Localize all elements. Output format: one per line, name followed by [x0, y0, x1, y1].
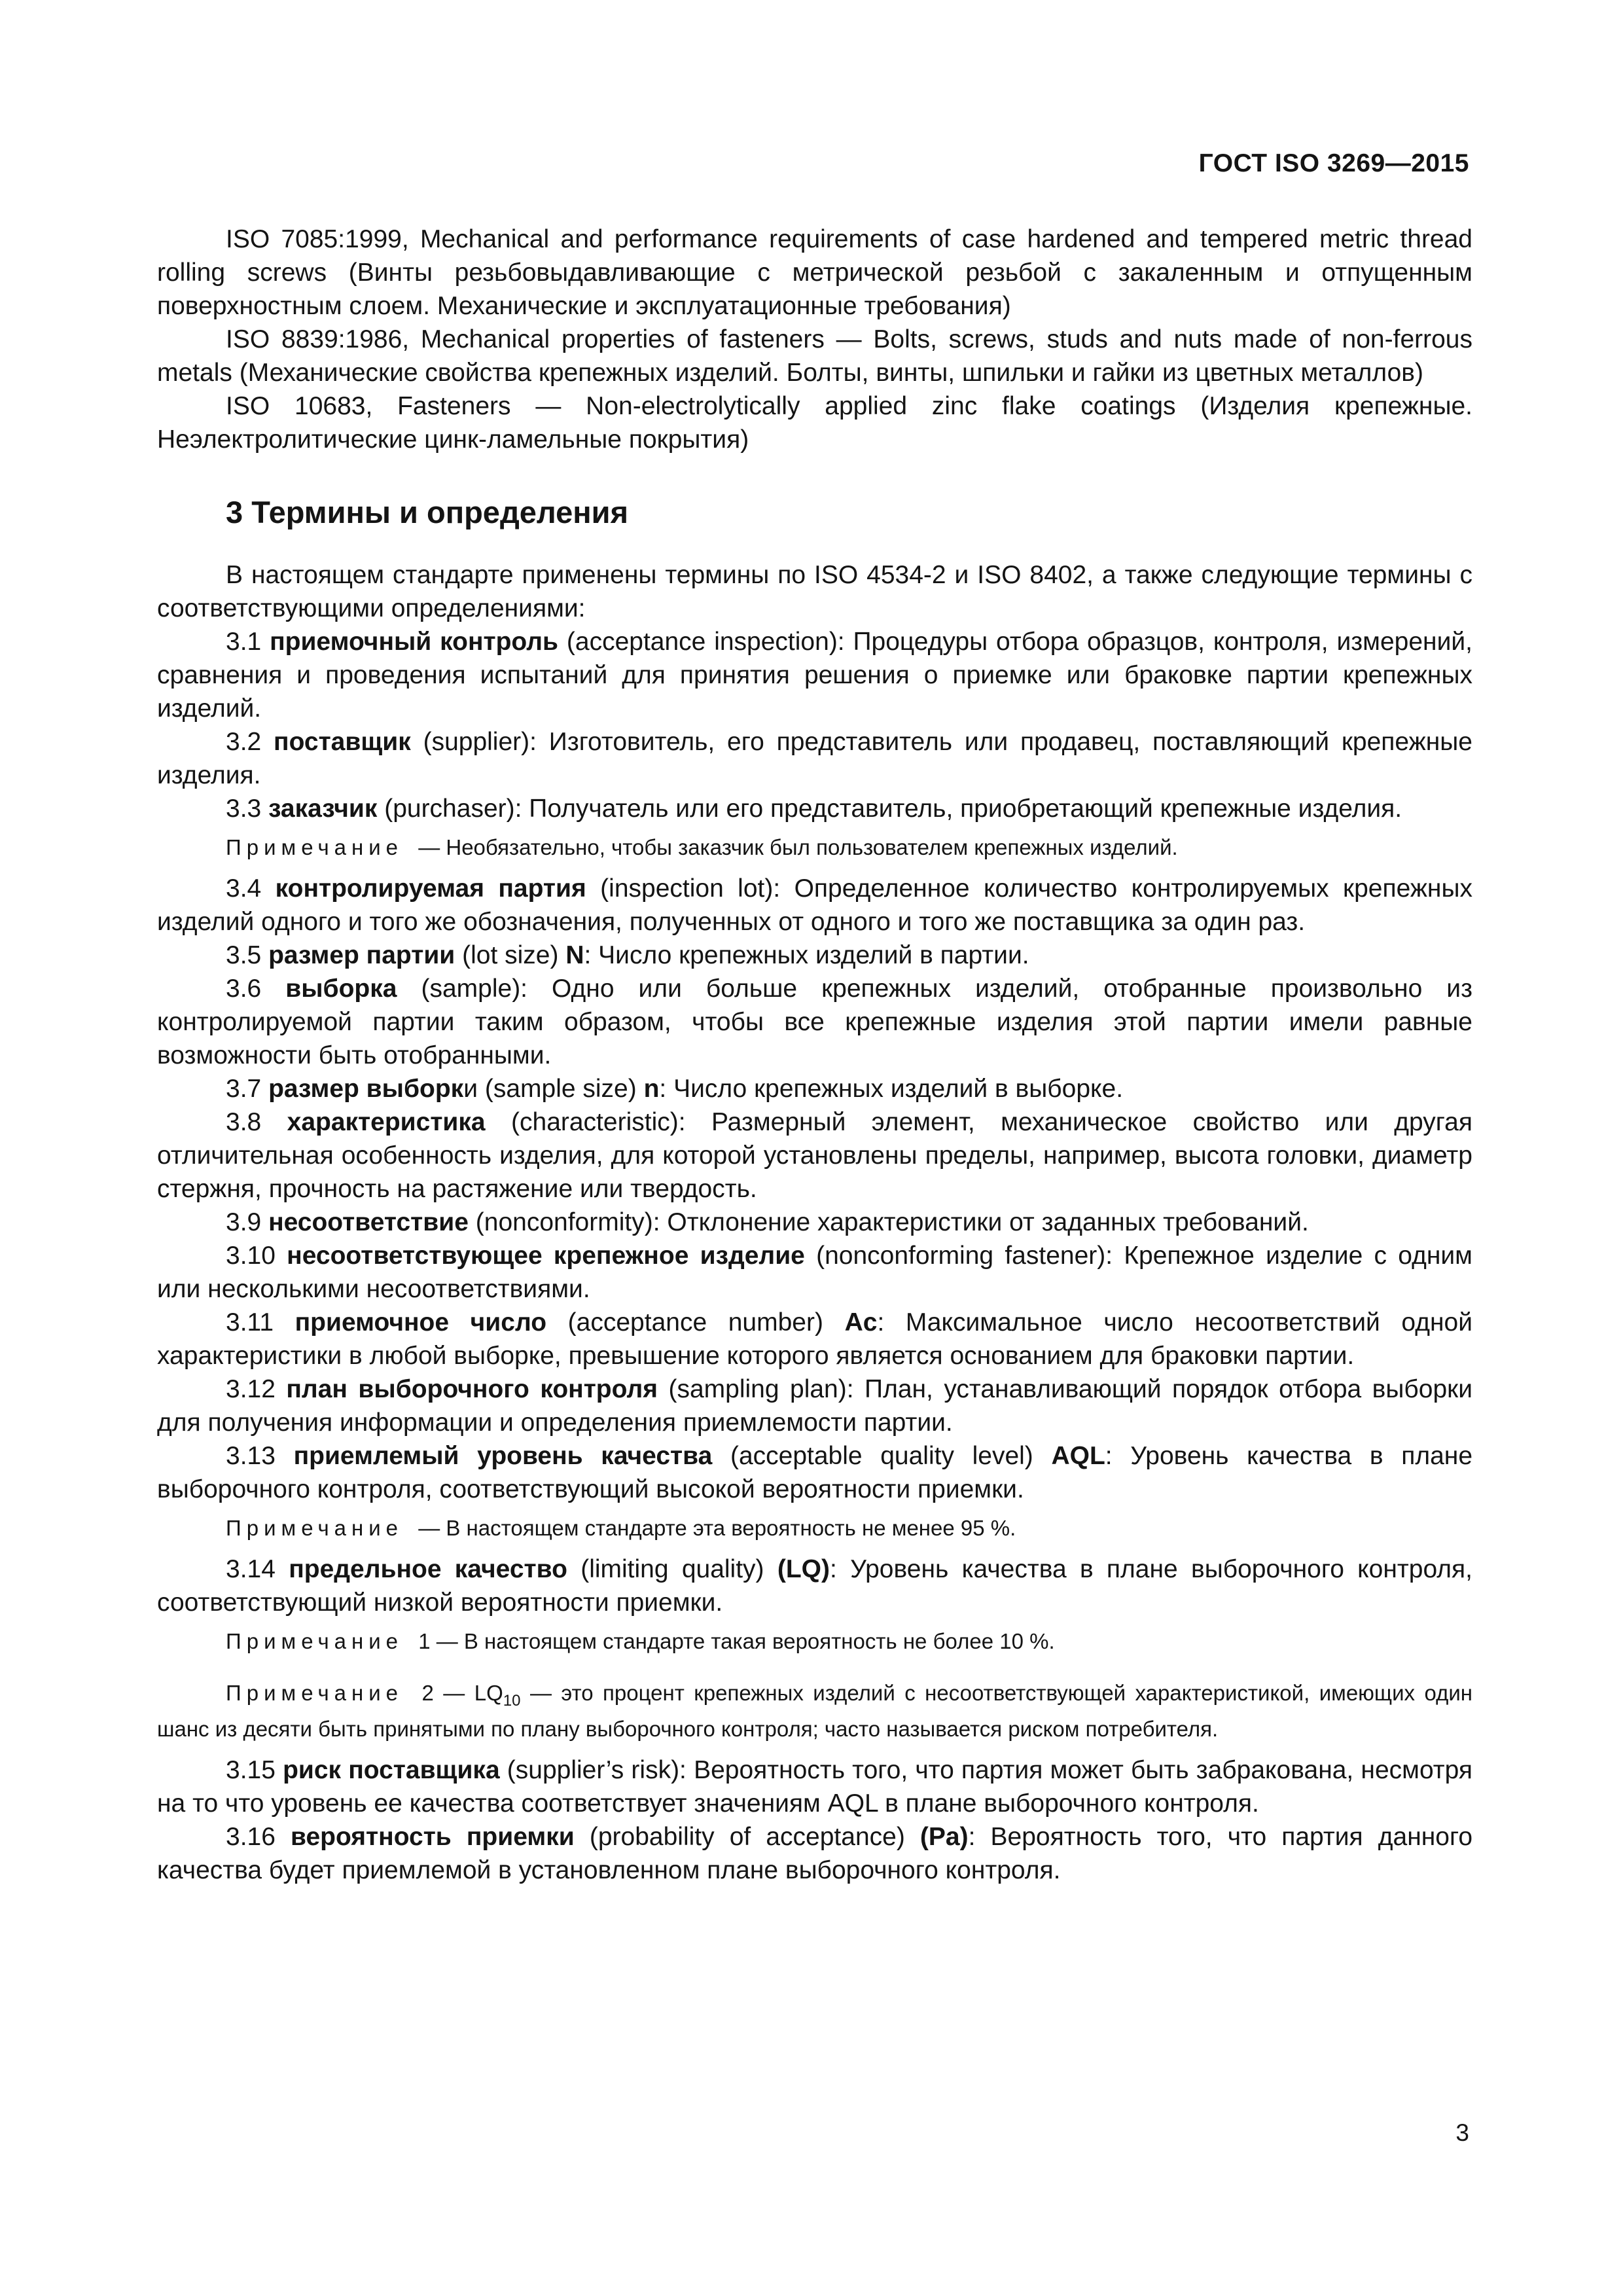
term-symbol: AQL — [1051, 1442, 1105, 1470]
term-3-2: 3.2 поставщик (supplier): Изготовитель, его представитель или продавец, поставляющий крепежные изделия. — [157, 728, 1472, 789]
note-3-14-2: Примечание 2 — $LQ_{10}$ — это процент крепежных изделий с несоответствующей характеристикой, имеющих один шанс из десяти быть принятыми по плану выборочного контроля; часто называется риском потребителя. — [157, 1681, 1473, 1741]
term-name: план выборочного контроля — [286, 1375, 658, 1403]
term-3-8: 3.8 характеристика (characteristic): Размерный элемент, механическое свойство или другая отличительная особенность изделия, для которой установлены пределы, например, высота головки, диаметр стержня, прочность на растяжение или твердость. — [157, 1108, 1472, 1203]
term-name: заказчик — [268, 795, 378, 823]
reference-iso-7085: ISO 7085:1999, Mechanical and performance requirements of case hardened and tempered metric thread rolling screws (Винты резьбовыдавливающие с метрической резьбой с закаленным и отпущенным поверхностным слоем. Механические и эксплуатационные требования) — [157, 225, 1472, 320]
term-3-5: 3.5 размер партии (lot size) N: Число крепежных изделий в партии. — [226, 941, 1029, 969]
term-name: приемочное число — [294, 1308, 547, 1336]
note-3-3: Примечание — Необязательно, чтобы заказчик был пользователем крепежных изделий. — [226, 835, 1178, 859]
term-symbol: Ac — [844, 1308, 878, 1336]
term-3-14: 3.14 предельное качество (limiting quality) (LQ): Уровень качества в плане выборочного контроля, соответствующий низкой вероятности приемки. — [157, 1555, 1472, 1617]
section-intro: В настоящем стандарте применены термины по ISO 4534-2 и ISO 8402, а также следующие термины с соответствующими определениями: — [157, 561, 1472, 622]
reference-iso-10683: ISO 10683, Fasteners — Non-electrolytically applied zinc flake coatings (Изделия крепежные. Неэлектролитические цинк-ламельные покрытия) — [157, 392, 1472, 454]
term-symbol: n — [643, 1075, 660, 1103]
term-3-4: 3.4 контролируемая партия (inspection lot): Определенное количество контролируемых крепежных изделий одного и того же обозначения, полученных от одного и того же поставщика за один раз. — [157, 874, 1473, 936]
term-name: характеристика — [287, 1108, 486, 1136]
reference-iso-8839: ISO 8839:1986, Mechanical properties of fasteners — Bolts, screws, studs and nuts made of non-ferrous metals (Механические свойства крепежных изделий. Болты, винты, шпильки и гайки из цветных металлов) — [157, 325, 1472, 387]
term-symbol: (LQ) — [777, 1555, 830, 1583]
term-name: приемлемый уровень качества — [293, 1442, 713, 1470]
doc-header: ГОСТ ISO 3269—2015 — [1198, 149, 1469, 177]
term-3-15: 3.15 риск поставщика (supplier’s risk): Вероятность того, что партия может быть забракована, несмотря на то что уровень ее качества соответствует значениям AQL в плане выборочного контроля. — [157, 1756, 1473, 1818]
term-3-10: 3.10 несоответствующее крепежное изделие (nonconforming fastener): Крепежное изделие с одним или несколькими несоответствиями. — [157, 1242, 1472, 1303]
term-name: контролируемая партия — [275, 874, 586, 903]
term-name: приемочный контроль — [270, 628, 559, 656]
term-name: несоответствующее крепежное изделие — [287, 1242, 805, 1270]
note-label: Примечание — [226, 1516, 404, 1540]
term-name: несоответствие — [268, 1208, 469, 1236]
term-name: размер партии — [268, 941, 455, 969]
term-3-7: 3.7 размер выборки (sample size) n: Число крепежных изделий в выборке. — [226, 1075, 1124, 1103]
term-name: выборка — [285, 975, 397, 1003]
term-name: размер выборк — [268, 1075, 464, 1103]
section-title: 3 Термины и определения — [226, 495, 628, 529]
doc-body — [157, 223, 1472, 1887]
term-name: поставщик — [274, 728, 411, 756]
term-name: вероятность приемки — [291, 1823, 575, 1851]
term-symbol: N — [565, 941, 584, 969]
subscript: 10 — [503, 1692, 521, 1710]
term-3-6: 3.6 выборка (sample): Одно или больше крепежных изделий, отобранные произвольно из контролируемой партии таким образом, чтобы все крепежные изделия этой партии имели равные возможности быть отобранными. — [157, 975, 1472, 1069]
note-3-13: Примечание — В настоящем стандарте эта вероятность не менее 95 %. — [226, 1516, 1016, 1540]
page-number: 3 — [1455, 2119, 1469, 2146]
note-3-14-1: Примечание 1 — В настоящем стандарте такая вероятность не более 10 %. — [226, 1629, 1055, 1653]
term-3-3: 3.3 заказчик (purchaser): Получатель или его представитель, приобретающий крепежные изделия. — [226, 795, 1402, 823]
term-name: риск поставщика — [283, 1756, 500, 1784]
term-3-12: 3.12 план выборочного контроля (sampling plan): План, устанавливающий порядок отбора выборки для получения информации и определения приемлемости партии. — [157, 1375, 1472, 1437]
term-3-16: 3.16 вероятность приемки (probability of acceptance) (Pa): Вероятность того, что партия данного качества будет приемлемой в установленном плане выборочного контроля. — [157, 1823, 1473, 1884]
note-label: Примечание — [226, 835, 404, 859]
term-3-13: 3.13 приемлемый уровень качества (acceptable quality level) AQL: Уровень качества в плане выборочного контроля, соответствующий высокой вероятности приемки. — [157, 1442, 1473, 1503]
term-3-9: 3.9 несоответствие (nonconformity): Отклонение характеристики от заданных требований. — [226, 1208, 1309, 1236]
term-3-1: 3.1 приемочный контроль (acceptance inspection): Процедуры отбора образцов, контроля, измерений, сравнения и проведения испытаний для принятия решения о приемке или браковке партии крепежных изделий. — [157, 628, 1472, 723]
note-label: Примечание — [226, 1681, 404, 1705]
term-symbol: (Pa) — [919, 1823, 969, 1851]
term-name: предельное качество — [289, 1555, 567, 1583]
term-3-11: 3.11 приемочное число (acceptance number) Ac: Максимальное число несоответствий одной характеристики в любой выборке, превышение которого является основанием для браковки партии. — [157, 1308, 1472, 1370]
note-label: Примечание — [226, 1629, 404, 1653]
